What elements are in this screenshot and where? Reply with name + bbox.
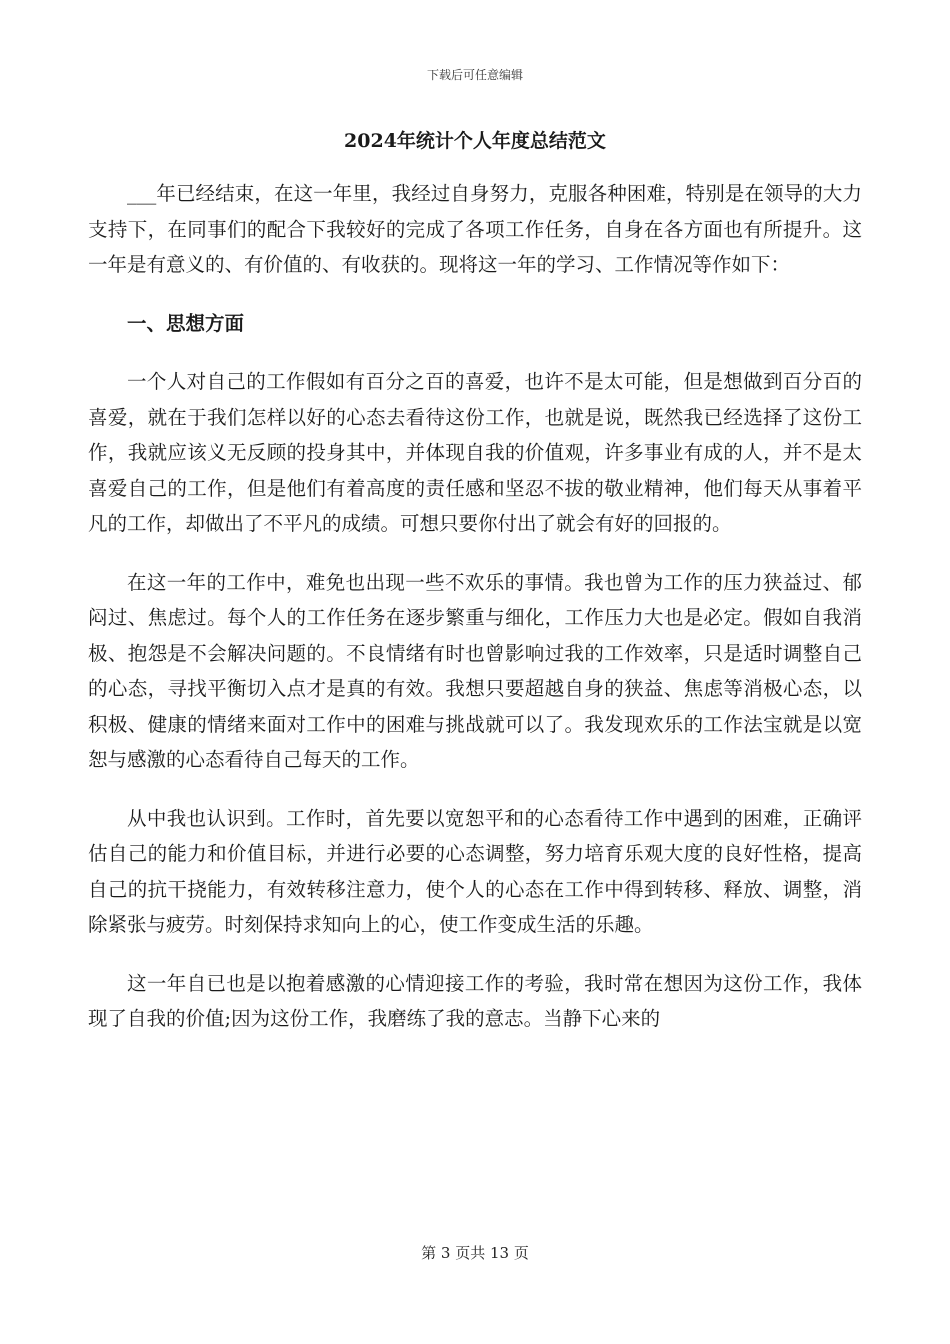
body-paragraph-2: 在这一年的工作中，难免也出现一些不欢乐的事情。我也曾为工作的压力狭益过、郁闷过、焦虑过。每个人的工作任务在逐步繁重与细化，工作压力大也是必定。假如自我消极、抱怨是不会解决问题的。不良情绪有时也曾影响过我的工作效率，只是适时调整自己的心态，寻找平衡切入点才是真的有效。我想只要超越自身的狭益、焦虑等消极心态，以积极、健康的情绪来面对工作中的困难与挑战就可以了。我发现欢乐的工作法宝就是以宽恕与感激的心态看待自己每天的工作。 bbox=[88, 570, 862, 771]
document-body bbox=[88, 176, 862, 1060]
section-heading: 一、思想方面 bbox=[127, 311, 245, 335]
body-paragraph-4: 这一年自已也是以抱着感激的心情迎接工作的考验，我时常在想因为这份工作，我体现了自我的价值;因为这份工作，我磨练了我的意志。当静下心来的 bbox=[88, 971, 862, 1030]
page-number-footer: 第 3 页共 13 页 bbox=[421, 1244, 529, 1262]
header-note: 下载后可任意编辑 bbox=[426, 68, 523, 82]
body-paragraph-3: 从中我也认识到。工作时，首先要以宽恕平和的心态看待工作中遇到的困难，正确评估自己的能力和价值目标，并进行必要的心态调整，努力培育乐观大度的良好性格，提高自己的抗干挠能力，有效转移注意力，使个人的心态在工作中得到转移、释放、调整，消除紧张与疲劳。时刻保持求知向上的心，使工作变成生活的乐趣。 bbox=[88, 806, 862, 936]
document-title: 2024年统计个人年度总结范文 bbox=[344, 130, 606, 152]
intro-paragraph: ___年已经结束，在这一年里，我经过自身努力，克服各种困难，特别是在领导的大力支持下，在同事们的配合下我较好的完成了各项工作任务，自身在各方面也有所提升。这一年是有意义的、有价值的、有收获的。现将这一年的学习、工作情况等作如下： bbox=[88, 182, 862, 276]
body-paragraph-1: 一个人对自己的工作假如有百分之百的喜爱，也许不是太可能，但是想做到百分百的喜爱，就在于我们怎样以好的心态去看待这份工作，也就是说，既然我已经选择了这份工作，我就应该义无反顾的投身其中，并体现自我的价值观，许多事业有成的人，并不是太喜爱自己的工作，但是他们有着高度的责任感和坚忍不拔的敬业精神，他们每天从事着平凡的工作，却做出了不平凡的成绩。可想只要你付出了就会有好的回报的。 bbox=[88, 370, 862, 535]
